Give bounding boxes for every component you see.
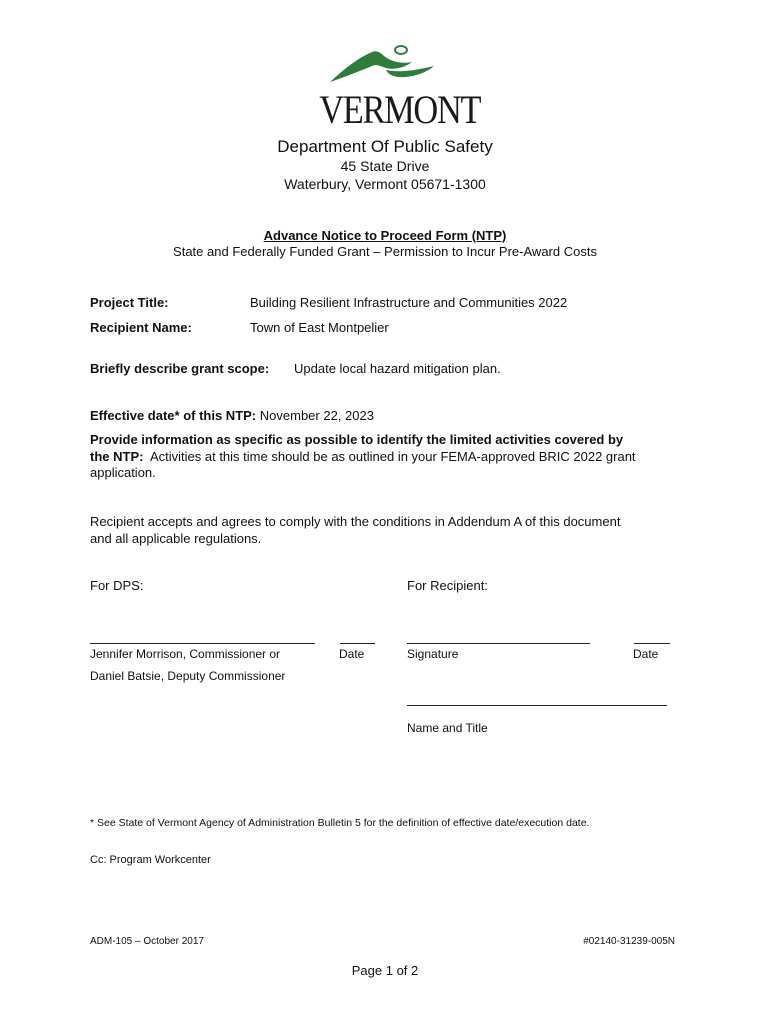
acceptance-line2: and all applicable regulations.: [90, 530, 262, 546]
dps-signature-line[interactable]: [90, 643, 315, 644]
footnote: * See State of Vermont Agency of Administration Bulletin 5 for the definition of effective date/execution date.: [90, 817, 590, 829]
for-dps-label: For DPS:: [90, 578, 144, 593]
cc-line: Cc: Program Workcenter: [90, 854, 211, 866]
recipient-signature-label: Signature: [407, 647, 459, 661]
recipient-name-label: Recipient Name:: [90, 320, 192, 335]
dps-date-line[interactable]: [340, 643, 375, 644]
effective-date-line: [90, 408, 374, 423]
form-subtitle: State and Federally Funded Grant – Permission to Incur Pre-Award Costs: [173, 244, 597, 259]
project-title-label: Project Title:: [90, 295, 169, 310]
effective-date-label: Effective date* of this NTP:: [90, 408, 257, 423]
recipient-date-line[interactable]: [634, 643, 670, 644]
dps-date-label: Date: [339, 647, 365, 661]
vermont-logo: [300, 40, 481, 132]
recipient-name-title-line[interactable]: [407, 705, 667, 706]
activities-text-end: application.: [90, 465, 156, 480]
for-recipient-label: For Recipient:: [407, 578, 488, 593]
mountain-logo-icon: [300, 40, 470, 90]
form-code: ADM-105 – October 2017: [90, 936, 204, 947]
address-line2: Waterbury, Vermont 05671-1300: [284, 176, 486, 192]
name-and-title-label: Name and Title: [407, 721, 488, 735]
project-title-value: Building Resilient Infrastructure and Communities 2022: [250, 295, 568, 310]
activities-paragraph: [90, 432, 680, 482]
recipient-signature-line[interactable]: [407, 643, 590, 644]
form-title: Advance Notice to Proceed Form (NTP): [263, 228, 507, 243]
recipient-date-label: Date: [633, 647, 659, 661]
department-name: Department Of Public Safety: [277, 137, 493, 156]
effective-date-value: November 22, 2023: [259, 408, 374, 423]
address-line1: 45 State Drive: [340, 158, 430, 174]
dps-signer-alternate: Daniel Batsie, Deputy Commissioner: [90, 669, 286, 683]
activities-ntp-label: the NTP:: [90, 448, 144, 464]
vermont-wordmark: VERMONT: [319, 87, 481, 132]
activities-heading: Provide information as specific as possible to identify the limited activities covered by: [90, 432, 624, 447]
grant-scope-label: Briefly describe grant scope:: [90, 361, 270, 376]
activities-text: Activities at this time should be as outlined in your FEMA-approved BRIC 2022 grant: [149, 448, 636, 464]
dps-signer-name: Jennifer Morrison, Commissioner or: [90, 647, 281, 661]
acceptance-line1: Recipient accepts and agrees to comply with the conditions in Addendum A of this document: [90, 514, 621, 529]
acceptance-paragraph: [90, 514, 680, 547]
recipient-name-value: Town of East Montpelier: [250, 320, 389, 335]
document-number: #02140-31239-005N: [583, 936, 675, 947]
grant-scope-value: Update local hazard mitigation plan.: [294, 361, 501, 376]
page-number: Page 1 of 2: [351, 963, 419, 978]
